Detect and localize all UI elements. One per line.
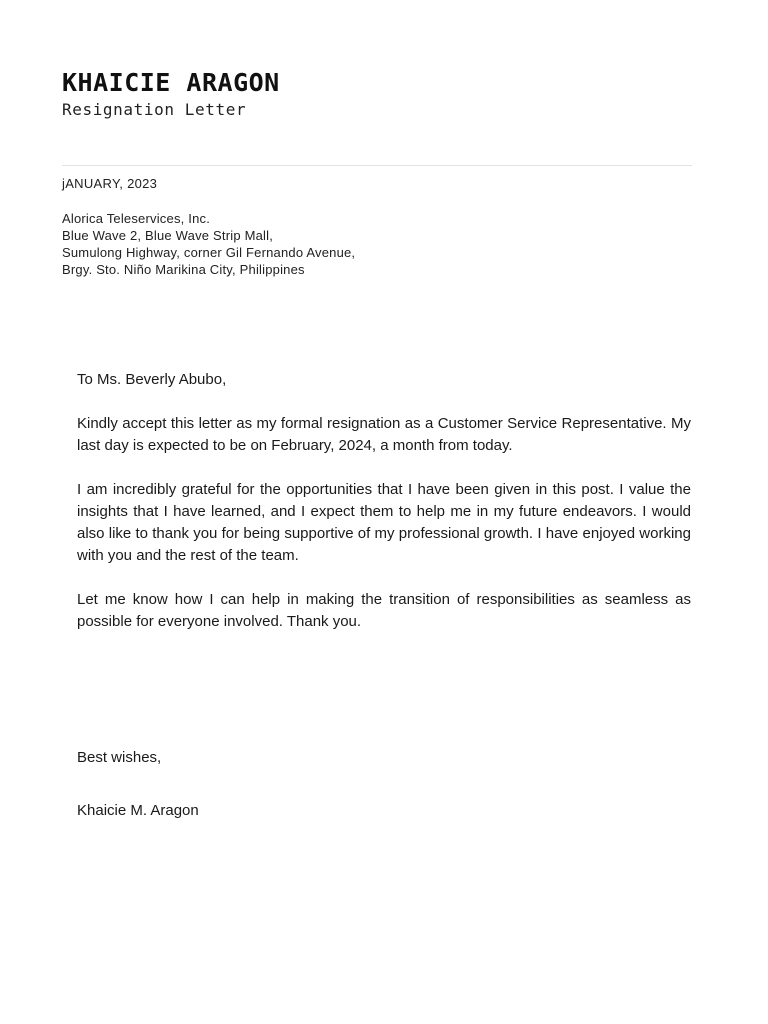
letter-header (62, 66, 692, 120)
recipient-address (62, 210, 355, 278)
address-line: Alorica Teleservices, Inc. (62, 211, 211, 226)
address-line: Blue Wave 2, Blue Wave Strip Mall, (62, 228, 274, 243)
salutation: To Ms. Beverly Abubo, (77, 371, 227, 388)
body-paragraph: Let me know how I can help in making the transition of responsibilities as seamless as possible for everyone involved. Thank you. (77, 591, 691, 630)
signature: Khaicie M. Aragon (77, 802, 199, 819)
body-paragraph: I am incredibly grateful for the opportunities that I have been given in this post. I value the insights that I have learned, and I expect them to help me in my future endeavors. I would also like to thank you for being supportive of my professional growth. I have enjoyed working with you and the rest of the team. (77, 481, 691, 564)
document-subtitle: Resignation Letter (62, 100, 247, 119)
header-divider (62, 165, 692, 166)
address-line: Sumulong Highway, corner Gil Fernando Avenue, (62, 245, 356, 260)
closing: Best wishes, (77, 749, 162, 766)
sender-name: KHAICIE ARAGON (62, 68, 280, 97)
body-paragraph: Kindly accept this letter as my formal resignation as a Customer Service Representative. My last day is expected to be on February, 2024, a month from today. (77, 415, 691, 454)
letter-date: jANUARY, 2023 (62, 176, 158, 191)
letter-body (77, 369, 691, 655)
address-line: Brgy. Sto. Niño Marikina City, Philippines (62, 262, 305, 277)
